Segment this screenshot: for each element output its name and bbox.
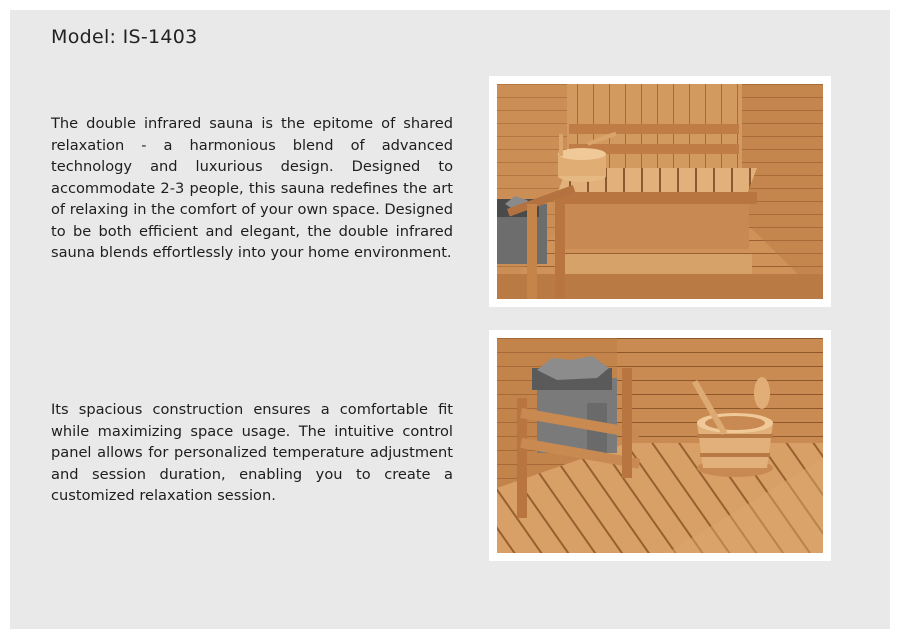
product-page <box>10 10 890 629</box>
sauna-interior-image <box>497 84 823 299</box>
description-paragraph-2: Its spacious construction ensures a comfortable fit while maximizing space usage. The intuitive control panel allows for personalized temperature adjustment and session duration, enabling you to create a customized relaxation session. <box>51 401 453 504</box>
model-title: Model: IS-1403 <box>51 26 198 48</box>
description-paragraph-1: The double infrared sauna is the epitome of shared relaxation - a harmonious blend of advanced technology and luxurious design. Designed to accommodate 2-3 people, this sauna redefines the art of relaxing in the comfort of your own space. Designed to be both efficient and elegant, the double infrared sauna blends effortlessly into your home environment. <box>51 115 453 261</box>
sauna-interior-photo <box>489 76 831 307</box>
sauna-floor-photo <box>489 330 831 561</box>
sauna-floor-image <box>497 338 823 553</box>
